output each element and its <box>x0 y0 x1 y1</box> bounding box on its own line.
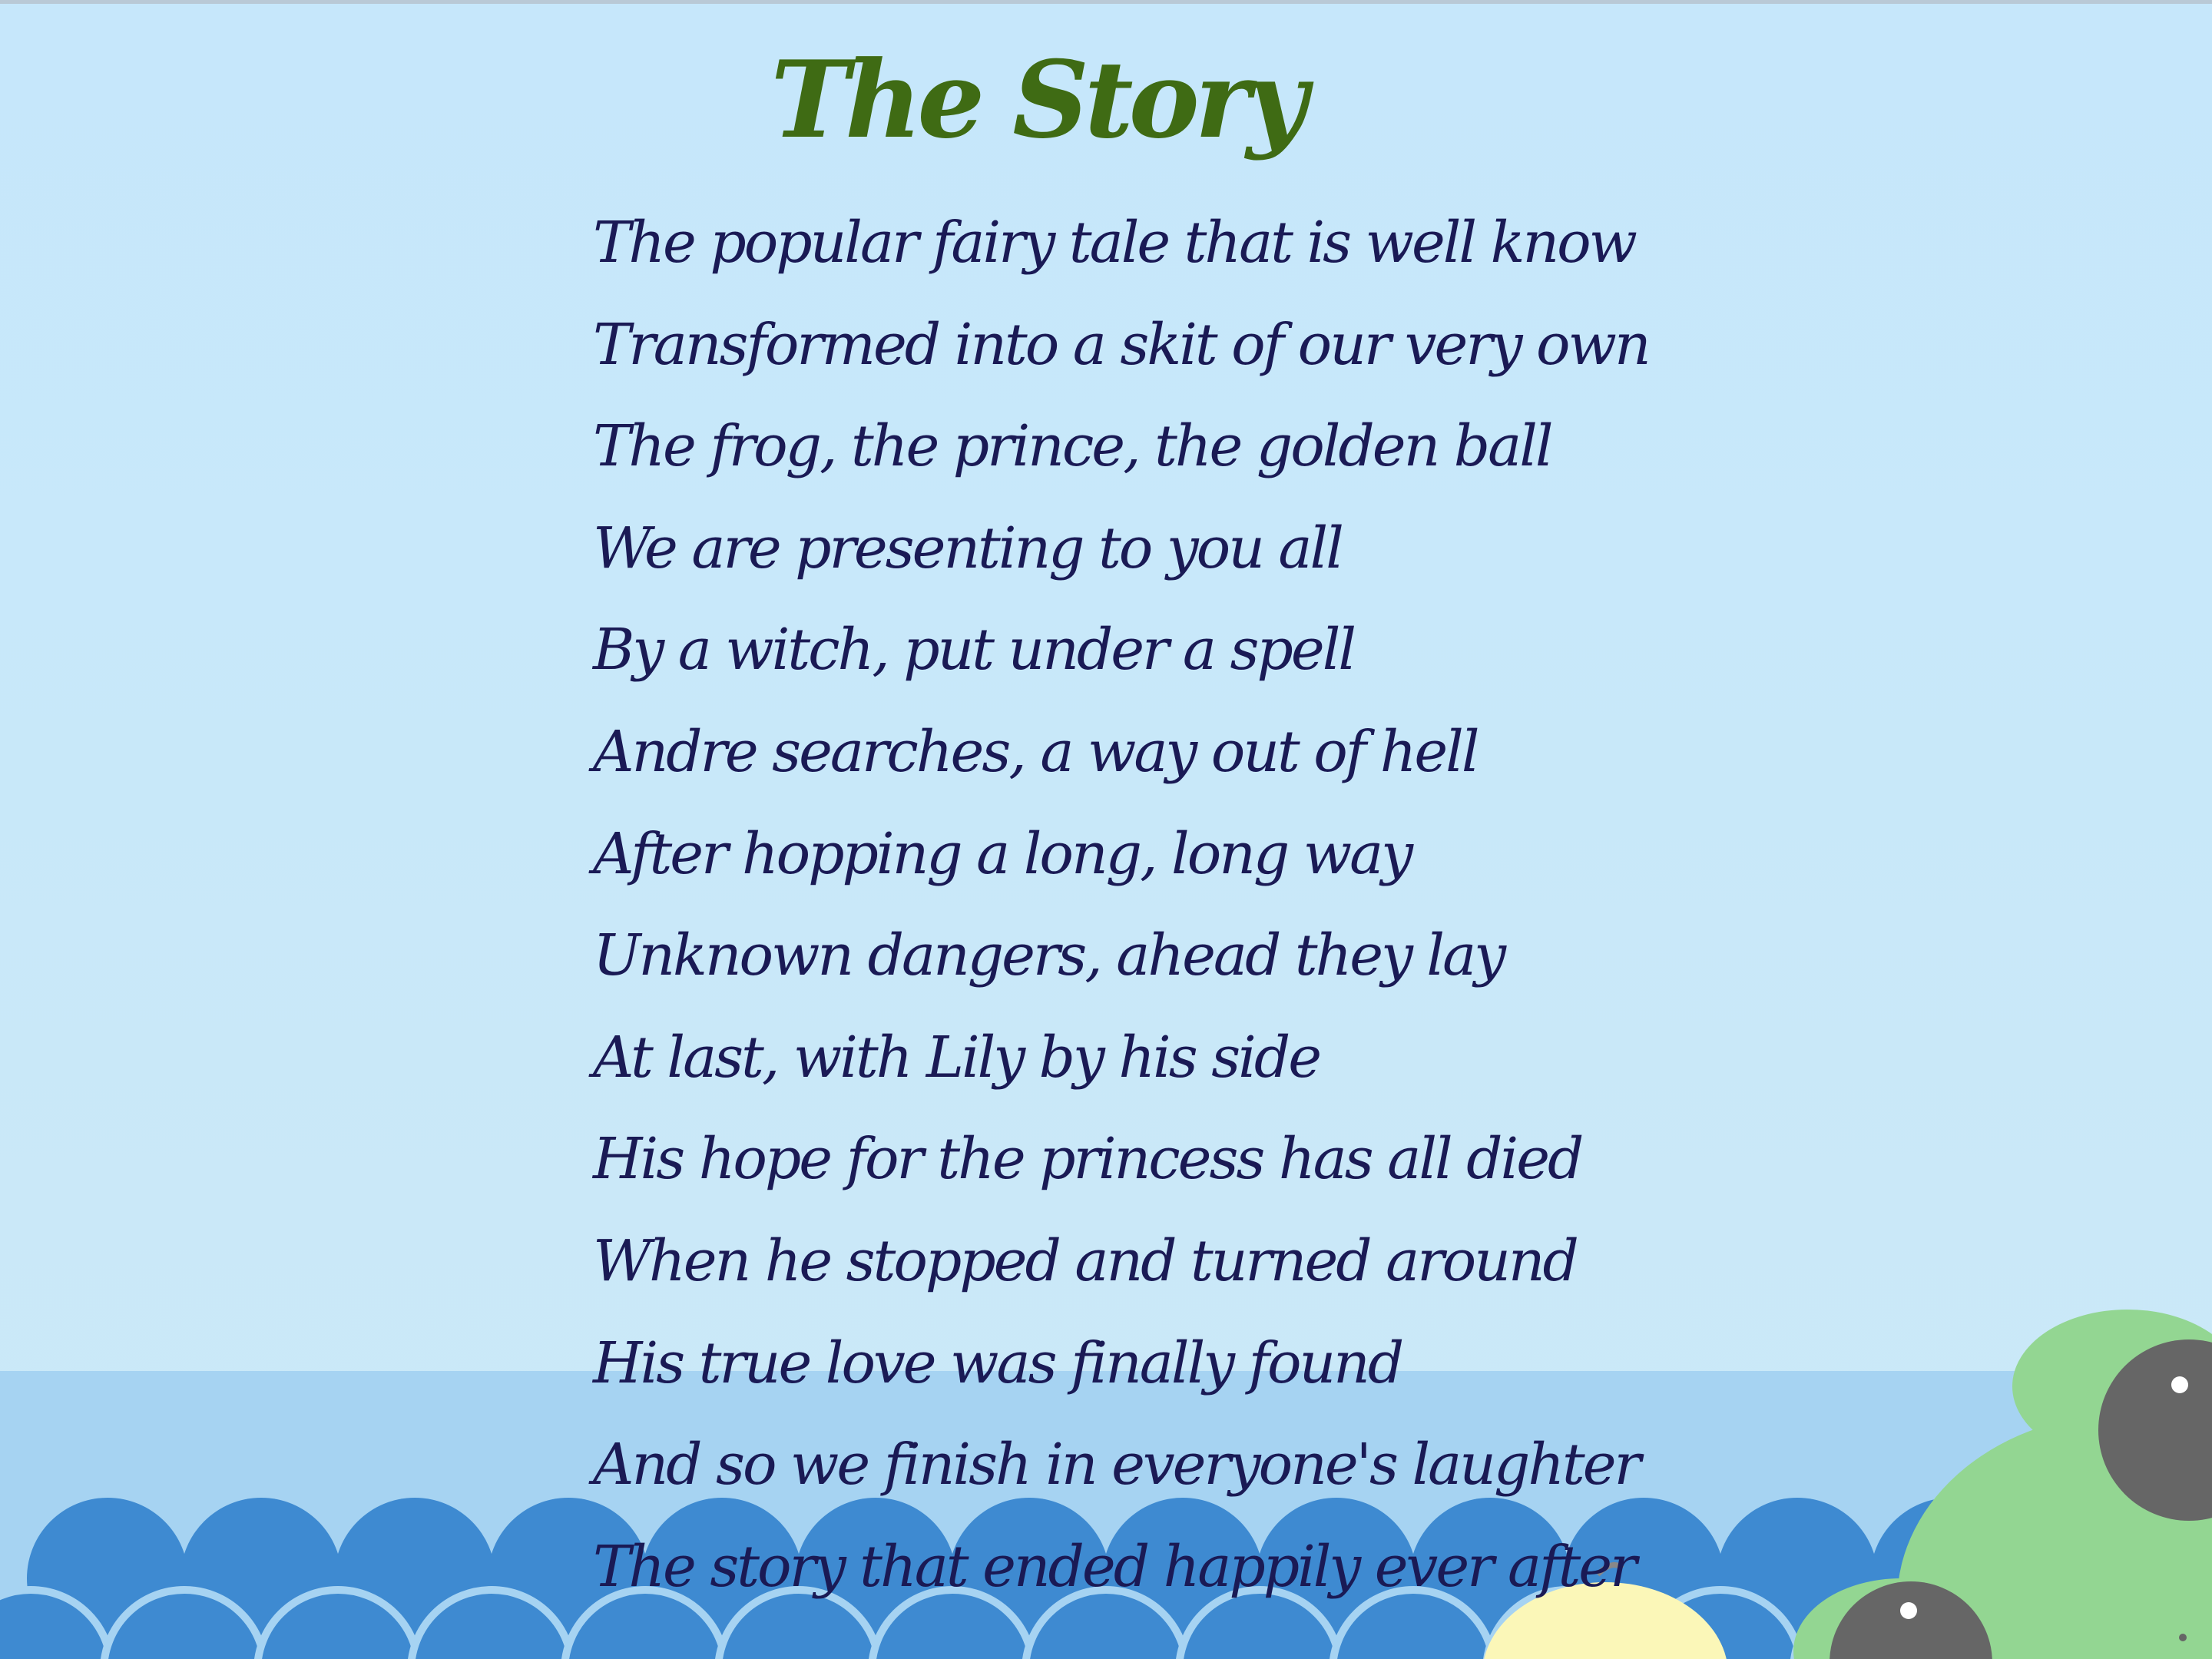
poem-line: After hopping a long, long way <box>593 820 1412 887</box>
poem-line: At last, with Lily by his side <box>593 1024 1320 1091</box>
top-edge <box>0 0 2212 4</box>
poem-line: His hope for the princess has all died <box>593 1126 1582 1193</box>
poem-line: The popular fairy tale that is well know <box>593 210 1636 276</box>
poem-line: Andre searches, a way out of hell <box>593 718 1478 785</box>
poem-line: By a witch, put under a spell <box>593 617 1355 684</box>
poem-line: Unknown dangers, ahead they lay <box>593 922 1504 989</box>
slide-title: The Story <box>770 37 1303 162</box>
poem-line: We are presenting to you all <box>593 515 1342 581</box>
poem-line: Transformed into a skit of our very own <box>593 311 1649 378</box>
poem-line: And so we finish in everyone's laughter <box>593 1432 1639 1498</box>
poem-line: When he stopped and turned around <box>593 1227 1577 1294</box>
poem-line: The frog, the prince, the golden ball <box>593 413 1551 480</box>
poem-line: The story that ended happily ever after <box>593 1533 1635 1600</box>
poem-line: His true love was finally found <box>593 1330 1402 1396</box>
poem-text <box>593 192 1649 1618</box>
